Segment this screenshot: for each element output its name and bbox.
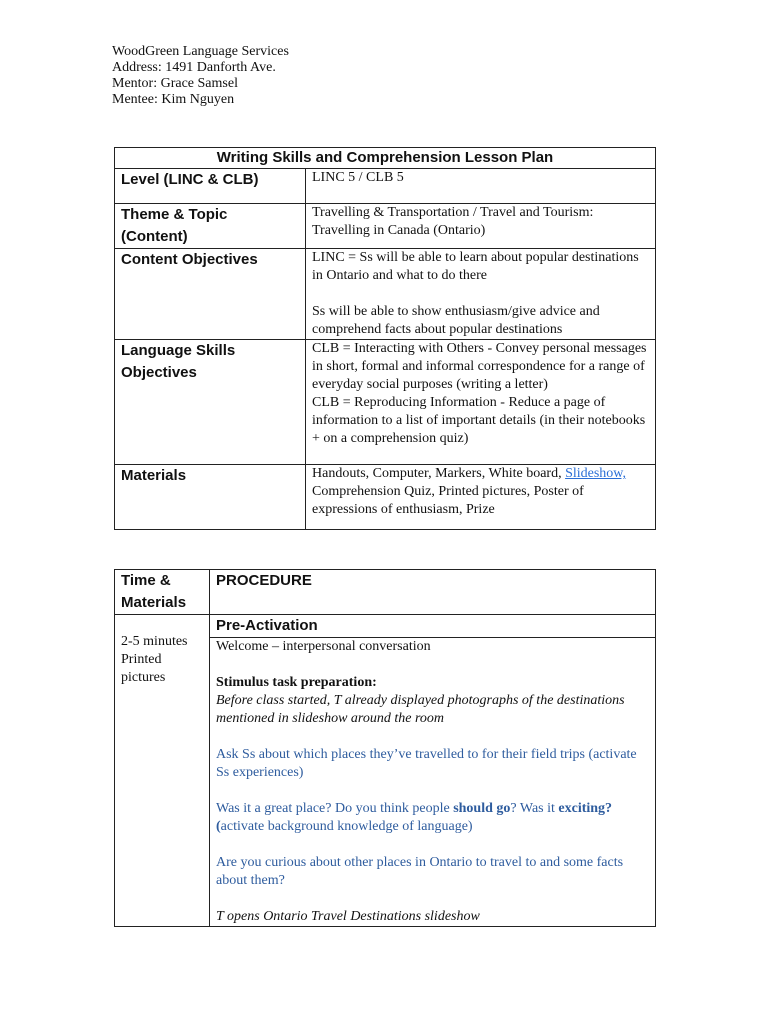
time-duration: 2-5 minutes xyxy=(121,634,188,649)
ask2-paren: ( xyxy=(216,819,221,834)
materials-value xyxy=(306,465,656,530)
language-skills-label xyxy=(115,340,306,465)
ask2-part-a: Was it a great place? Do you think people xyxy=(216,801,454,816)
language-skills-label-line-1: Language Skills xyxy=(121,342,236,359)
ask2-part-c: ? Was it xyxy=(510,801,559,816)
content-objective-enthusiasm: Ss will be able to show enthusiasm/give advice and comprehend facts about popular destinations xyxy=(312,304,600,337)
time-materials-header xyxy=(115,570,210,615)
language-skills-row xyxy=(115,340,656,465)
ask2-should-go: should go xyxy=(453,801,511,816)
organization-name: WoodGreen Language Services xyxy=(112,44,289,59)
procedure-header-row xyxy=(115,570,656,615)
welcome-text: Welcome – interpersonal conversation xyxy=(216,639,431,654)
language-skills-label-line-2: Objectives xyxy=(121,364,197,381)
theme-label-line-1: Theme & Topic xyxy=(121,206,228,223)
mentor-name: Mentor: Grace Samsel xyxy=(112,76,238,91)
ask-curious: Are you curious about other places in Ontario to travel to and some facts about them? xyxy=(216,855,624,888)
lesson-plan-table xyxy=(114,147,656,530)
materials-text-before: Handouts, Computer, Markers, White board, xyxy=(312,466,562,481)
pre-activation-stage: Pre-Activation xyxy=(210,615,656,638)
materials-text-after: Comprehension Quiz, Printed pictures, Poster of expressions of enthusiasm, Prize xyxy=(312,484,584,517)
ask-field-trips: Ask Ss about which places they’ve travelled to for their field trips (activate Ss experiences) xyxy=(216,747,637,780)
lesson-plan-title: Writing Skills and Comprehension Lesson Plan xyxy=(115,148,656,169)
materials-row xyxy=(115,465,656,530)
opens-slideshow: T opens Ontario Travel Destinations slideshow xyxy=(216,909,480,924)
slideshow-link[interactable]: Slideshow, xyxy=(565,466,627,481)
theme-label-line-2: (Content) xyxy=(121,228,188,245)
level-value: LINC 5 / CLB 5 xyxy=(306,169,656,204)
time-header-line-1: Time & xyxy=(121,572,171,589)
time-material-line-1: Printed xyxy=(121,652,162,667)
theme-value-line-1: Travelling & Transportation / Travel and Tourism: xyxy=(312,205,594,220)
content-objectives-value xyxy=(306,249,656,340)
pre-activation-row xyxy=(115,615,656,638)
ask2-activate: activate background knowledge of language) xyxy=(220,819,473,834)
procedure-body xyxy=(210,638,656,927)
level-label: Level (LINC & CLB) xyxy=(115,169,306,204)
content-objectives-row xyxy=(115,249,656,340)
time-materials-cell xyxy=(115,615,210,927)
clb-reproducing-objective: CLB = Reproducing Information - Reduce a page of information to a list of important details (in their notebooks + on a comprehension quiz) xyxy=(312,395,646,446)
language-skills-value xyxy=(306,340,656,465)
document-header xyxy=(112,44,289,108)
theme-row xyxy=(115,204,656,249)
clb-interacting-objective: CLB = Interacting with Others - Convey personal messages in short, formal and informal correspondence for a range of everyday social purposes (writing a letter) xyxy=(312,341,647,392)
procedure-header: PROCEDURE xyxy=(210,570,656,615)
time-header-line-2: Materials xyxy=(121,594,187,611)
stimulus-title: Stimulus task preparation: xyxy=(216,675,377,690)
stimulus-text: Before class started, T already displayed photographs of the destinations mentioned in slideshow around the room xyxy=(216,693,625,726)
theme-label xyxy=(115,204,306,249)
mentee-name: Mentee: Kim Nguyen xyxy=(112,92,235,107)
ask2-exciting: exciting? xyxy=(558,801,613,816)
content-objectives-label: Content Objectives xyxy=(115,249,306,340)
ask-great-place xyxy=(216,800,649,836)
time-material-line-2: pictures xyxy=(121,670,166,685)
content-objective-linc: LINC = Ss will be able to learn about popular destinations in Ontario and what to do there xyxy=(312,250,639,283)
level-row xyxy=(115,169,656,204)
organization-address: Address: 1491 Danforth Ave. xyxy=(112,60,276,75)
theme-value-line-2: Travelling in Canada (Ontario) xyxy=(312,223,486,238)
theme-value xyxy=(306,204,656,249)
materials-label: Materials xyxy=(115,465,306,530)
procedure-table xyxy=(114,569,656,927)
